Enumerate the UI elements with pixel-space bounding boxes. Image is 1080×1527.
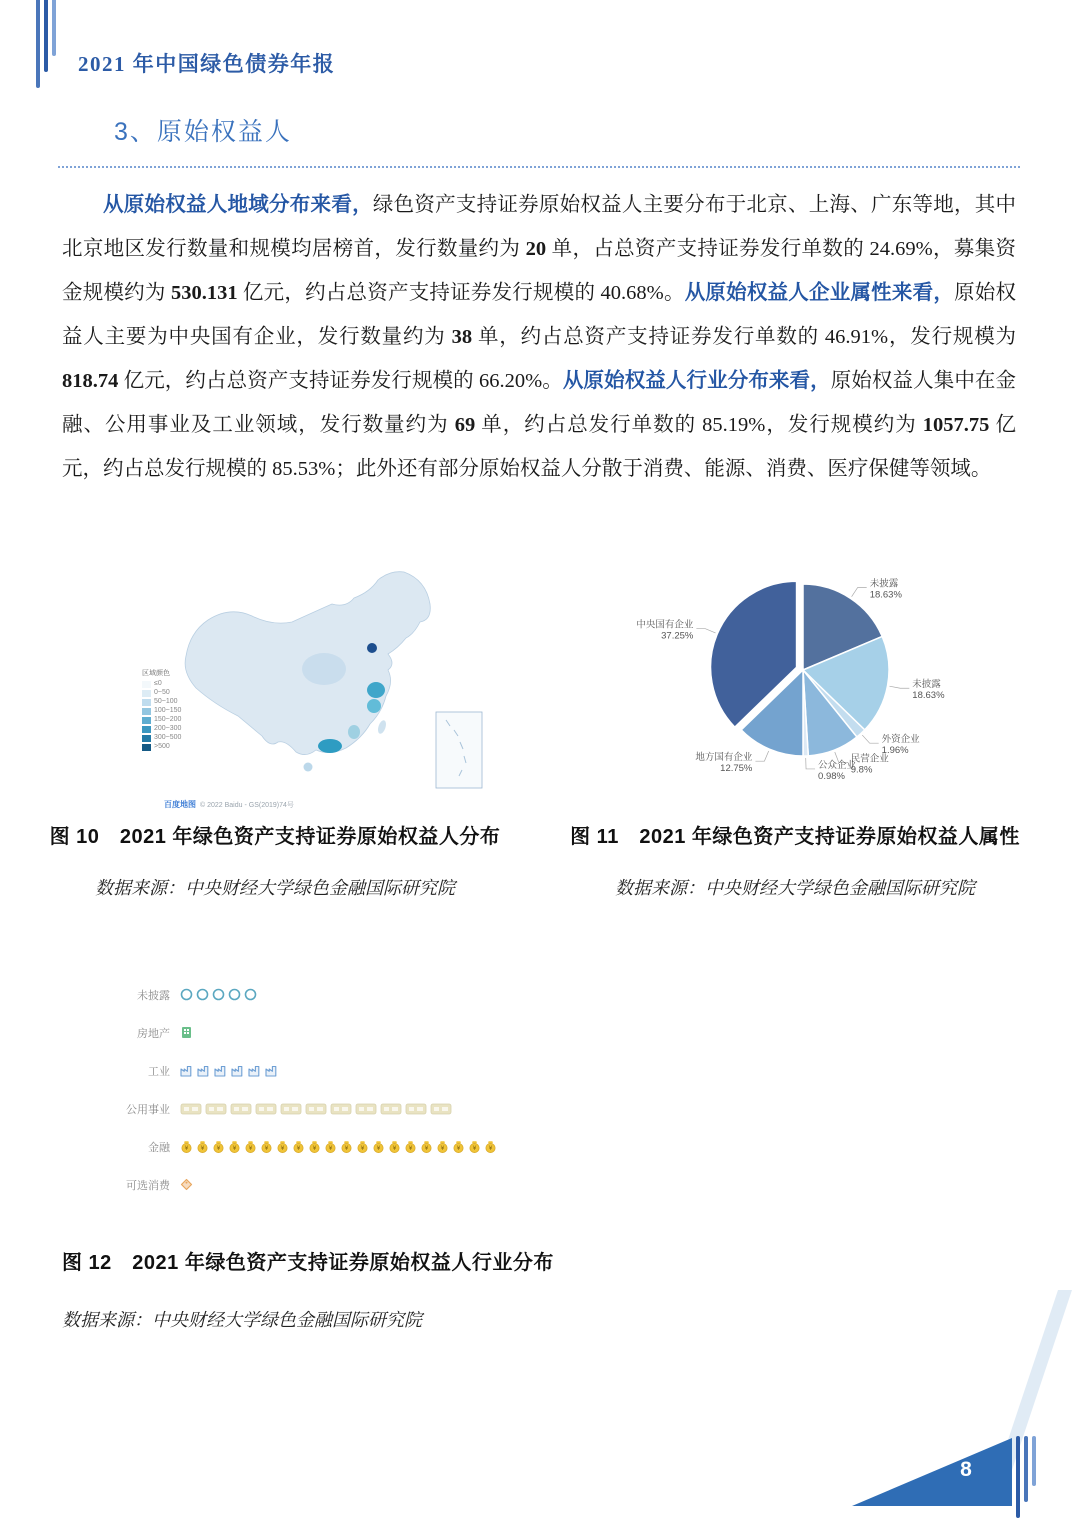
map-region-highlight (302, 653, 346, 685)
map-legend-row (142, 716, 204, 724)
svg-text:¥: ¥ (360, 1146, 365, 1153)
money-bag-icon (308, 1140, 321, 1153)
pie-leader-line (696, 629, 715, 633)
figure-10-caption: 图 10 2021 年绿色资产支持证券原始权益人分布 (49, 826, 501, 848)
svg-text:¥: ¥ (296, 1146, 301, 1153)
utility-icon (355, 1102, 377, 1116)
svg-text:¥: ¥ (280, 1146, 285, 1153)
legend-swatch (142, 690, 151, 697)
footer-decoration-bars (1016, 1436, 1036, 1518)
pictogram-icons (180, 988, 257, 1001)
decoration-bar (1024, 1436, 1028, 1502)
legend-label: 0~50 (154, 689, 170, 696)
circle-icon (196, 988, 209, 1001)
svg-text:¥: ¥ (472, 1146, 477, 1153)
svg-text:¥: ¥ (232, 1146, 237, 1153)
paragraph-segment: 818.74 (62, 370, 119, 392)
utility-icon (330, 1102, 352, 1116)
pie-label: 地方国有企业 (695, 752, 753, 764)
money-bag-icon (260, 1140, 273, 1153)
pictogram-row (104, 1020, 484, 1045)
circle-icon (212, 988, 225, 1001)
legend-label: 50~100 (154, 698, 178, 705)
svg-text:¥: ¥ (312, 1146, 317, 1153)
paragraph-segment: 1057.75 (922, 414, 990, 436)
map-region-highlight (318, 739, 342, 753)
pie-percent: 1.96% (881, 745, 909, 757)
map-legend-row (142, 698, 204, 706)
figure-11-source: 数据来源：中央财经大学绿色金融国际研究院 (615, 878, 975, 898)
pictogram-category-label: 未披露 (137, 989, 170, 1002)
decoration-bar (36, 0, 40, 88)
pie-label: 外资企业 (881, 734, 920, 746)
pie-percent: 0.98% (818, 770, 845, 782)
svg-text:¥: ¥ (344, 1146, 349, 1153)
paragraph-segment: 原始权益人主要为中央国有企业，发行数量约为 (62, 282, 1017, 348)
pictogram-icons (180, 1026, 193, 1039)
circle-icon (228, 988, 241, 1001)
legend-swatch (142, 735, 151, 742)
utility-icon (305, 1102, 327, 1116)
svg-text:¥: ¥ (376, 1146, 381, 1153)
building-icon (180, 1026, 193, 1039)
legend-swatch (142, 744, 151, 751)
pie-leader-line (755, 751, 768, 761)
pie-percent: 18.63% (912, 690, 945, 702)
legend-swatch (142, 699, 151, 706)
figure-12-caption: 图 12 2021 年绿色资产支持证券原始权益人行业分布 (62, 1252, 554, 1274)
pie-percent: 12.75% (720, 763, 753, 775)
tag-icon (180, 1178, 193, 1191)
money-bag-icon (292, 1140, 305, 1153)
pie-chart (588, 548, 1028, 812)
legend-label: >500 (154, 743, 170, 750)
circle-icon (244, 988, 257, 1001)
pie-leader-line (889, 686, 909, 688)
factory-icon (248, 1064, 262, 1077)
map-legend-row (142, 707, 204, 715)
pictogram-category-label: 公用事业 (126, 1103, 170, 1116)
svg-text:¥: ¥ (392, 1146, 397, 1153)
pictogram-row (104, 1058, 484, 1083)
map-region-highlight (367, 699, 381, 713)
figure-10-map (108, 560, 500, 810)
pie-label: 未披露 (912, 679, 941, 691)
legend-label: 150~200 (154, 716, 182, 723)
money-bag-icon (420, 1140, 433, 1153)
page-number: 8 (960, 1458, 972, 1481)
money-bag-icon (212, 1140, 225, 1153)
paragraph-segment: 亿元，约占总发行规模的 85.53%；此外还有部分原始权益人分散于消费、能源、消费、医疗保健等领域。 (62, 414, 1017, 480)
paragraph-segment: 亿元，约占总资产支持证券发行规模的 66.20%。 (118, 370, 563, 392)
svg-text:¥: ¥ (328, 1146, 333, 1153)
money-bag-icon (356, 1140, 369, 1153)
svg-text:¥: ¥ (216, 1146, 221, 1153)
money-bag-icon (340, 1140, 353, 1153)
paragraph-segment: 绿色资产支持证券原始权益人主要分布于北京、上海、广东等地，其中北京地区发行数量和规模均居榜首，发行数量约为 (62, 194, 1017, 260)
utility-icon (430, 1102, 452, 1116)
dotted-separator (58, 166, 1020, 168)
factory-icon (265, 1064, 279, 1077)
paragraph-segment: 从原始权益人行业分布来看， (562, 370, 831, 392)
map-legend-row (142, 725, 204, 733)
figure-11-caption: 图 11 2021 年绿色资产支持证券原始权益人属性 (570, 826, 1020, 848)
pictogram-row (104, 982, 484, 1007)
utility-icon (280, 1102, 302, 1116)
section-title: 3、原始权益人 (114, 118, 292, 146)
pie-leader-line (862, 735, 878, 743)
money-bag-icon (452, 1140, 465, 1153)
figure-10-source: 数据来源：中央财经大学绿色金融国际研究院 (95, 878, 455, 898)
paragraph-segment: 从原始权益人地域分布来看， (103, 194, 373, 216)
legend-label: 100~150 (154, 707, 182, 714)
pictogram-icons (180, 1178, 193, 1191)
paragraph-segment: 单，占总资产支持证券发行单数的 24.69%，募集资金规模约为 (62, 238, 1017, 304)
figure-11-pie (588, 548, 1028, 812)
pie-label: 未披露 (869, 578, 899, 590)
money-bag-icon (468, 1140, 481, 1153)
money-bag-icon (372, 1140, 385, 1153)
money-bag-icon (404, 1140, 417, 1153)
paragraph-segment: 单，约占总资产支持证券发行单数的 46.91%，发行规模为 (472, 326, 1017, 348)
factory-icon (197, 1064, 211, 1077)
legend-swatch (142, 708, 151, 715)
circle-icon (180, 988, 193, 1001)
utility-icon (205, 1102, 227, 1116)
map-legend-row (142, 734, 204, 742)
pictogram-category-label: 房地产 (137, 1027, 170, 1040)
decoration-bar (1032, 1436, 1036, 1486)
footer-triangle (852, 1438, 1012, 1506)
money-bag-icon (276, 1140, 289, 1153)
pictogram-icons (180, 1140, 497, 1153)
map-attribution-text: © 2022 Baidu - GS(2019)74号 (200, 802, 294, 809)
pie-percent: 9.8% (850, 764, 873, 776)
map-region-highlight-beijing (367, 643, 377, 653)
pie-percent: 37.25% (661, 630, 694, 642)
pie-percent: 18.63% (869, 589, 902, 601)
money-bag-icon (484, 1140, 497, 1153)
pictogram-row (104, 1172, 484, 1197)
decoration-bar (1016, 1436, 1020, 1518)
pie-label: 中央国有企业 (636, 619, 694, 631)
pie-label: 民营企业 (850, 753, 889, 765)
map-legend-row (142, 743, 204, 751)
money-bag-icon (388, 1140, 401, 1153)
pictogram-icons (180, 1064, 279, 1077)
figure-12-pictogram (104, 982, 493, 1210)
svg-text:¥: ¥ (408, 1146, 413, 1153)
factory-icon (180, 1064, 194, 1077)
money-bag-icon (180, 1140, 193, 1153)
pictogram-row (104, 1096, 484, 1121)
body-paragraph (62, 183, 1016, 491)
map-region-highlight (348, 725, 360, 739)
map-region-highlight (367, 682, 385, 698)
utility-icon (180, 1102, 202, 1116)
baidu-map-logo: 百度地图 (164, 800, 196, 809)
pictogram-category-label: 金融 (148, 1141, 170, 1154)
pictogram-row (104, 1134, 493, 1159)
money-bag-icon (436, 1140, 449, 1153)
pie-label: 公众企业 (818, 759, 857, 771)
paragraph-segment: 69 (454, 414, 476, 436)
paragraph-segment: 530.131 (170, 282, 238, 304)
utility-icon (255, 1102, 277, 1116)
legend-label: 300~500 (154, 734, 182, 741)
legend-label: 200~300 (154, 725, 182, 732)
money-bag-icon (228, 1140, 241, 1153)
svg-text:¥: ¥ (456, 1146, 461, 1153)
header-decoration-bars (36, 0, 56, 88)
svg-text:¥: ¥ (184, 1146, 189, 1153)
map-legend-title: 区域颜色 (142, 670, 170, 677)
figure-12-source: 数据来源：中央财经大学绿色金融国际研究院 (62, 1310, 422, 1330)
pictogram-category-label: 可选消费 (126, 1179, 170, 1192)
paragraph-segment: 亿元，约占总资产支持证券发行规模的 40.68%。 (237, 282, 685, 304)
utility-icon (380, 1102, 402, 1116)
svg-text:¥: ¥ (248, 1146, 253, 1153)
money-bag-icon (196, 1140, 209, 1153)
map-inset-south-china-sea (436, 712, 482, 788)
map-region-taiwan (377, 719, 388, 734)
utility-icon (230, 1102, 252, 1116)
report-title: 2021 年中国绿色债券年报 (78, 52, 336, 76)
legend-swatch (142, 681, 151, 688)
map-legend-row (142, 689, 204, 697)
map-legend (142, 668, 204, 752)
pie-leader-line (852, 587, 867, 596)
legend-label: ≤0 (154, 680, 162, 687)
legend-swatch (142, 717, 151, 724)
paragraph-segment: 20 (525, 238, 547, 260)
factory-icon (214, 1064, 228, 1077)
svg-text:¥: ¥ (440, 1146, 445, 1153)
svg-text:¥: ¥ (488, 1146, 493, 1153)
money-bag-icon (324, 1140, 337, 1153)
money-bag-icon (244, 1140, 257, 1153)
svg-text:¥: ¥ (200, 1146, 205, 1153)
paragraph-segment: 单，约占总发行单数的 85.19%，发行规模约为 (475, 414, 923, 436)
utility-icon (405, 1102, 427, 1116)
decoration-bar (52, 0, 56, 56)
pie-leader-line (806, 758, 815, 769)
map-region-hainan (304, 763, 313, 772)
factory-icon (231, 1064, 245, 1077)
paragraph-segment: 原始权益人集中在金融、公用事业及工业领域，发行数量约为 (62, 370, 1017, 436)
pictogram-icons (180, 1102, 452, 1116)
pictogram-category-label: 工业 (148, 1065, 170, 1078)
paragraph-segment: 38 (451, 326, 473, 348)
map-legend-row (142, 680, 204, 688)
legend-swatch (142, 726, 151, 733)
svg-text:¥: ¥ (424, 1146, 429, 1153)
decoration-bar (44, 0, 48, 72)
paragraph-segment: 从原始权益人企业属性来看， (684, 282, 955, 304)
svg-text:¥: ¥ (264, 1146, 269, 1153)
map-attribution (164, 799, 294, 810)
